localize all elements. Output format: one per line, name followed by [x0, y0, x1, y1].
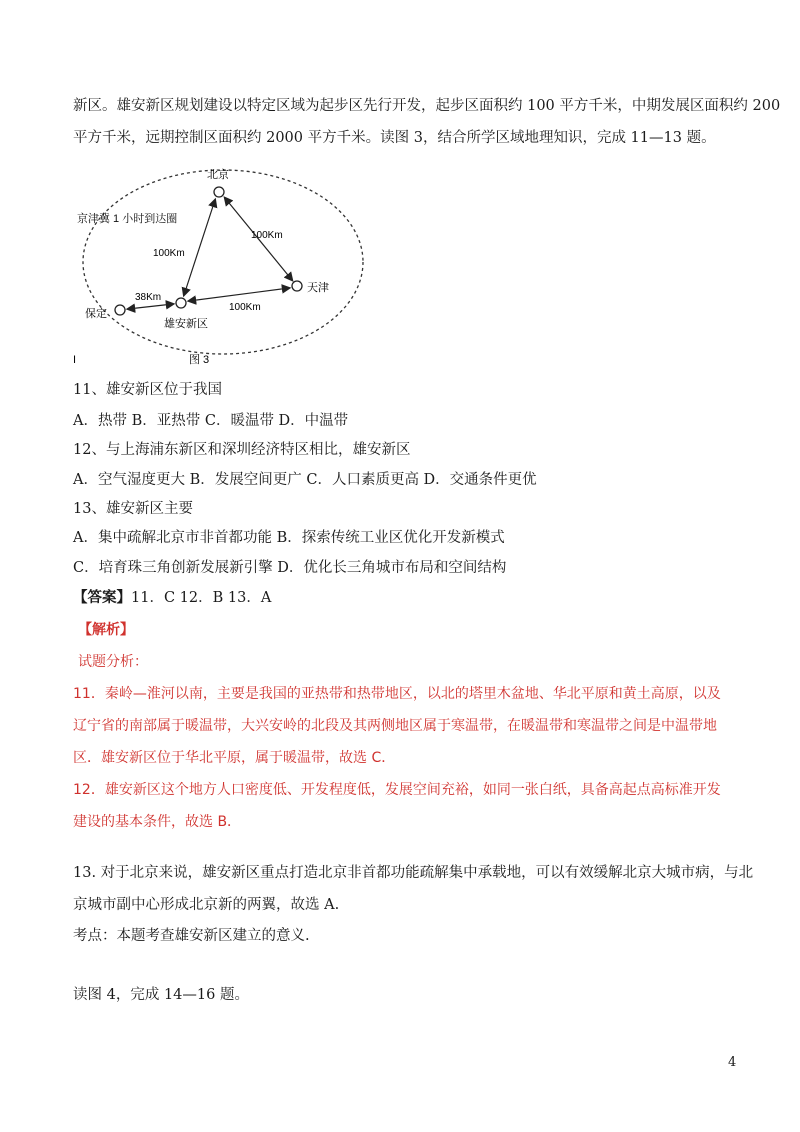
beijing-label: 北京 [207, 169, 229, 181]
dist-bd-xa: 38Km [135, 292, 162, 303]
analysis-12-line-1: 12．雄安新区这个地方人口密度低、开发程度低，发展空间充裕，如同一张白纸，具备高起点高标准开发 [73, 782, 721, 798]
dist-bj-xa: 100Km [153, 248, 185, 259]
ring-label: 京津冀 1 小时到达圈 [77, 213, 178, 225]
analysis-title: 【解析】 [78, 622, 134, 638]
tianjin-marker [292, 281, 302, 291]
question-11: 11、雄安新区位于我国 [73, 382, 222, 398]
figure-marker: I [73, 354, 77, 366]
analysis-13-line-2: 京城市副中心形成北京新的两翼，故选 A. [73, 897, 340, 913]
question-13-options-ab: A．集中疏解北京市非首都功能 B．探索传统工业区优化开发新模式 [73, 530, 505, 546]
analysis-11-line-3: 区．雄安新区位于华北平原，属于暖温带，故选 C． [73, 750, 396, 766]
analysis-12-line-2: 建设的基本条件，故选 B． [73, 814, 242, 830]
baoding-marker [115, 305, 125, 315]
question-13-options-cd: C．培育珠三角创新发展新引擎 D．优化长三角城市布局和空间结构 [73, 560, 507, 576]
intro-line-1: 新区。雄安新区规划建设以特定区域为起步区先行开发，起步区面积约 100 平方千米，中期发展区面积约 200 [73, 98, 781, 114]
dist-bj-tj: 100Km [251, 230, 283, 241]
xiongan-label: 雄安新区 [164, 318, 208, 330]
answer-line [73, 588, 271, 608]
kaodian-line: 考点：本题考查雄安新区建立的意义. [73, 928, 310, 944]
question-12: 12、与上海浦东新区和深圳经济特区相比，雄安新区 [73, 442, 411, 458]
question-12-options: A．空气湿度更大 B．发展空间更广 C．人口素质更高 D．交通条件更优 [73, 472, 537, 488]
answer-text: 11．C 12．B 13．A [131, 590, 272, 606]
one-hour-circle [83, 170, 363, 354]
dist-xa-tj: 100Km [229, 302, 261, 313]
question-11-options: A．热带 B．亚热带 C．暖温带 D．中温带 [73, 413, 349, 429]
figure-caption: 图 3 [189, 354, 210, 366]
arrow-bd-xa [128, 304, 173, 309]
arrow-bj-xa [184, 200, 215, 295]
arrow-xa-tj [189, 288, 289, 301]
baoding-label: 保定 [85, 308, 107, 320]
question-13: 13、雄安新区主要 [73, 501, 193, 517]
xiongan-marker [176, 298, 186, 308]
answer-label: 【答案】 [73, 589, 131, 606]
map-figure-3 [73, 160, 373, 370]
tianjin-label: 天津 [307, 282, 329, 294]
analysis-subtitle: 试题分析： [78, 654, 148, 670]
analysis-13-line-1: 13. 对于北京来说，雄安新区重点打造北京非首都功能疏解集中承载地，可以有效缓解北京大城市病，与北 [73, 865, 754, 881]
page-number: 4 [728, 1055, 737, 1070]
analysis-11-line-2: 辽宁省的南部属于暖温带，大兴安岭的北段及其两侧地区属于寒温带，在暖温带和寒温带之间是中温带地 [73, 718, 717, 734]
intro-line-2: 平方千米，远期控制区面积约 2000 平方千米。读图 3，结合所学区域地理知识，完成 11—13 题。 [73, 130, 716, 146]
analysis-11-line-1: 11．秦岭—淮河以南，主要是我国的亚热带和热带地区，以北的塔里木盆地、华北平原和黄土高原，以及 [73, 686, 721, 702]
beijing-marker [214, 187, 224, 197]
next-instruction: 读图 4，完成 14—16 题。 [73, 987, 249, 1003]
